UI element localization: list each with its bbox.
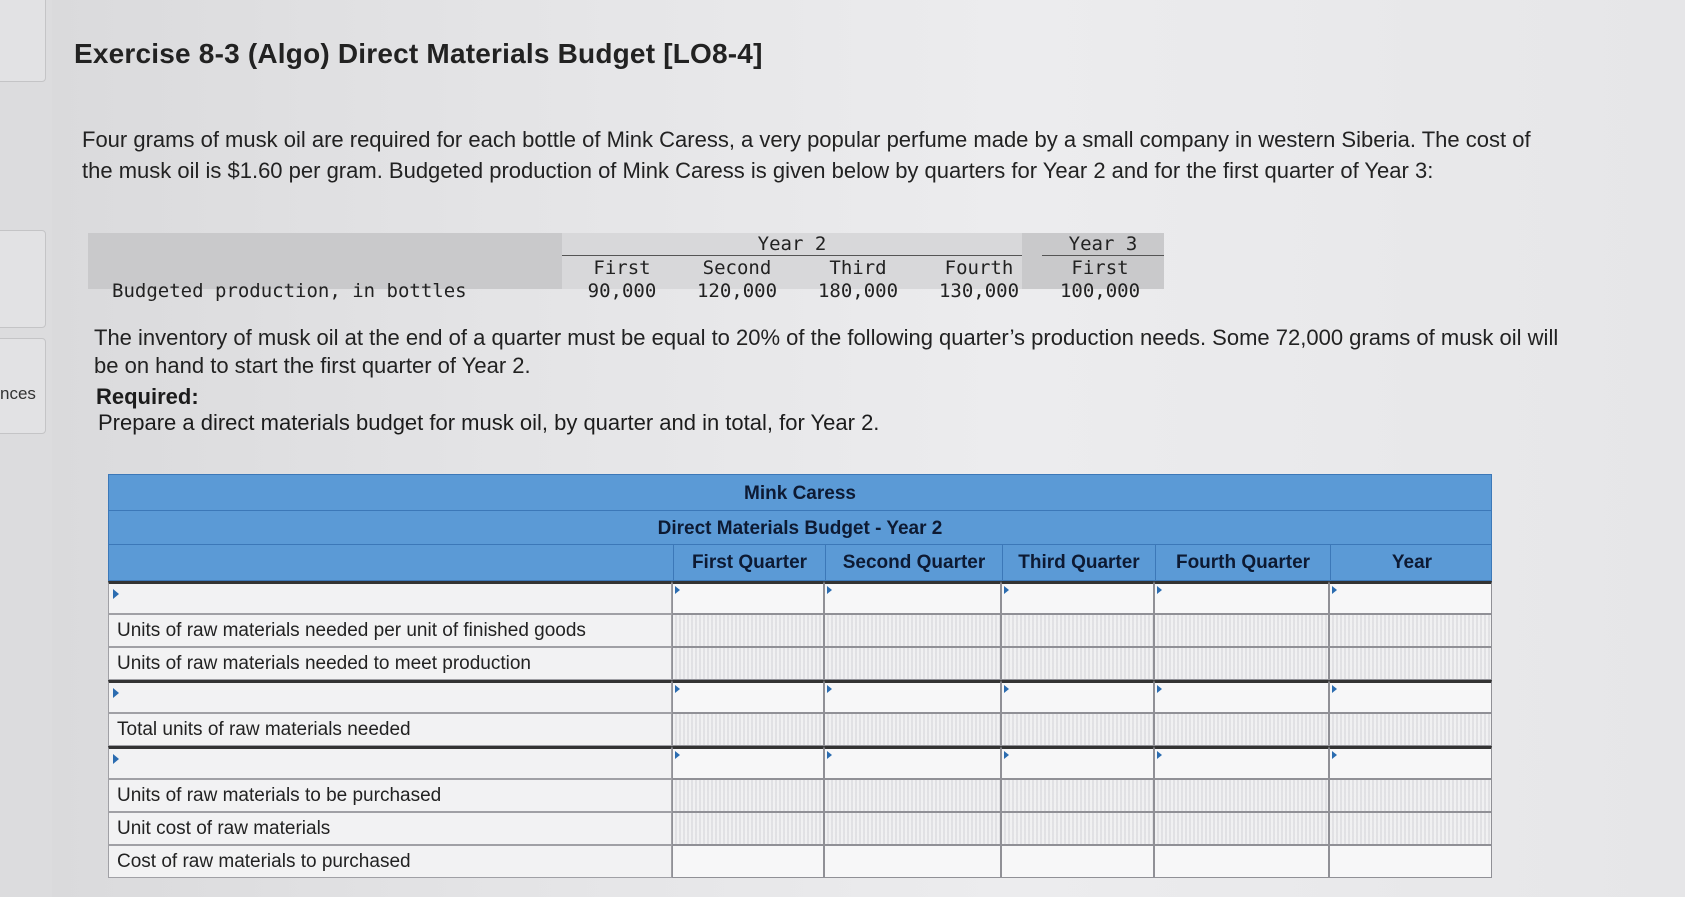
input-cell[interactable] [1001,647,1154,680]
input-cell[interactable] [1001,746,1154,779]
input-cell[interactable] [1329,746,1492,779]
input-cell[interactable] [824,647,1001,680]
column-header-second-quarter: Second Quarter [825,545,1002,580]
input-cell[interactable] [824,581,1001,614]
budget-row [108,779,1492,812]
row-label-dropdown[interactable] [108,581,672,614]
production-row-label: Budgeted production, in bottles [112,280,467,302]
budget-title: Direct Materials Budget - Year 2 [657,518,943,539]
year2-header: Year 2 [757,233,827,255]
input-cell[interactable] [1154,746,1329,779]
input-cell[interactable] [824,713,1001,746]
page-title: Exercise 8-3 (Algo) Direct Materials Budget [LO8-4] [74,38,763,69]
column-header-third-quarter: Third Quarter [1002,545,1155,580]
budget-title-header [108,510,1492,545]
input-cell[interactable] [1329,680,1492,713]
left-panel-tab[interactable] [0,230,46,328]
input-cell[interactable] [1001,812,1154,845]
input-cell[interactable] [1154,845,1329,878]
input-cell[interactable] [1001,845,1154,878]
input-cell[interactable] [1329,713,1492,746]
input-cell[interactable] [1329,779,1492,812]
budget-row [108,680,1492,713]
input-cell[interactable] [1001,581,1154,614]
production-value: 180,000 [817,280,899,302]
input-cell[interactable] [672,713,824,746]
input-cell[interactable] [672,746,824,779]
budget-company-header [108,474,1492,511]
quarter-header: Second [702,257,772,279]
budget-row [108,647,1492,680]
row-label-dropdown[interactable] [108,680,672,713]
input-cell[interactable] [824,746,1001,779]
row-label: Cost of raw materials to purchased [108,845,672,878]
quarter-header: First [1071,257,1129,279]
quarter-header: Fourth [944,257,1014,279]
input-cell[interactable] [672,581,824,614]
year3-underline [1042,255,1164,256]
budget-row [108,812,1492,845]
year3-header: Year 3 [1068,233,1138,255]
input-cell[interactable] [1329,845,1492,878]
input-cell[interactable] [1001,614,1154,647]
row-label: Units of raw materials needed per unit of finished goods [108,614,672,647]
direct-materials-budget [108,474,1492,897]
budget-row [108,713,1492,746]
budget-row [108,746,1492,779]
input-cell[interactable] [824,812,1001,845]
input-cell[interactable] [1001,680,1154,713]
intro-paragraph: Four grams of musk oil are required for each bottle of Mink Caress, a very popular perfume made by a small company in western Siberia. The cost of the musk oil is $1.60 per gram. Budgeted production of Mink Caress is given below by quarters for Year 2 and for the first quarter of Year 3: [82,127,1531,183]
left-panel [0,0,52,897]
input-cell[interactable] [672,812,824,845]
input-cell[interactable] [1329,647,1492,680]
left-panel-tab[interactable] [0,0,46,82]
input-cell[interactable] [824,779,1001,812]
budget-company-name: Mink Caress [744,483,856,504]
column-header-year: Year [1330,545,1493,580]
references-tab-label[interactable]: nces [0,384,36,403]
input-cell[interactable] [672,680,824,713]
column-header-fourth-quarter: Fourth Quarter [1155,545,1330,580]
input-cell[interactable] [1329,614,1492,647]
input-cell[interactable] [1154,779,1329,812]
input-cell[interactable] [1154,581,1329,614]
input-cell[interactable] [672,614,824,647]
production-value: 120,000 [696,280,778,302]
budget-row [108,581,1492,614]
input-cell[interactable] [824,614,1001,647]
row-label: Unit cost of raw materials [108,812,672,845]
input-cell[interactable] [672,779,824,812]
budget-row [108,614,1492,647]
production-value: 130,000 [938,280,1020,302]
quarter-header: First [593,257,651,279]
row-label: Units of raw materials to be purchased [108,779,672,812]
input-cell[interactable] [1154,812,1329,845]
input-cell[interactable] [1154,647,1329,680]
input-cell[interactable] [1001,713,1154,746]
row-label-dropdown[interactable] [108,746,672,779]
input-cell[interactable] [1001,779,1154,812]
input-cell[interactable] [1329,581,1492,614]
required-heading: Required: [96,384,199,409]
required-text: Prepare a direct materials budget for musk oil, by quarter and in total, for Year 2. [98,410,880,435]
input-cell[interactable] [1154,713,1329,746]
year2-underline [562,255,1022,256]
input-cell[interactable] [672,845,824,878]
budget-row [108,845,1492,878]
input-cell[interactable] [1154,680,1329,713]
budget-column-headers [108,544,1492,581]
input-cell[interactable] [824,845,1001,878]
column-header-first-quarter: First Quarter [673,545,825,580]
input-cell[interactable] [824,680,1001,713]
production-value: 100,000 [1059,280,1141,302]
input-cell[interactable] [672,647,824,680]
production-value: 90,000 [587,280,657,302]
row-label: Units of raw materials needed to meet production [108,647,672,680]
input-cell[interactable] [1154,614,1329,647]
input-cell[interactable] [1329,812,1492,845]
row-label: Total units of raw materials needed [108,713,672,746]
inventory-paragraph: The inventory of musk oil at the end of a quarter must be equal to 20% of the following quarter’s production needs. Some 72,000 grams of musk oil will be on hand to start the first quarter of Year 2. [94,325,1559,378]
quarter-header: Third [829,257,887,279]
